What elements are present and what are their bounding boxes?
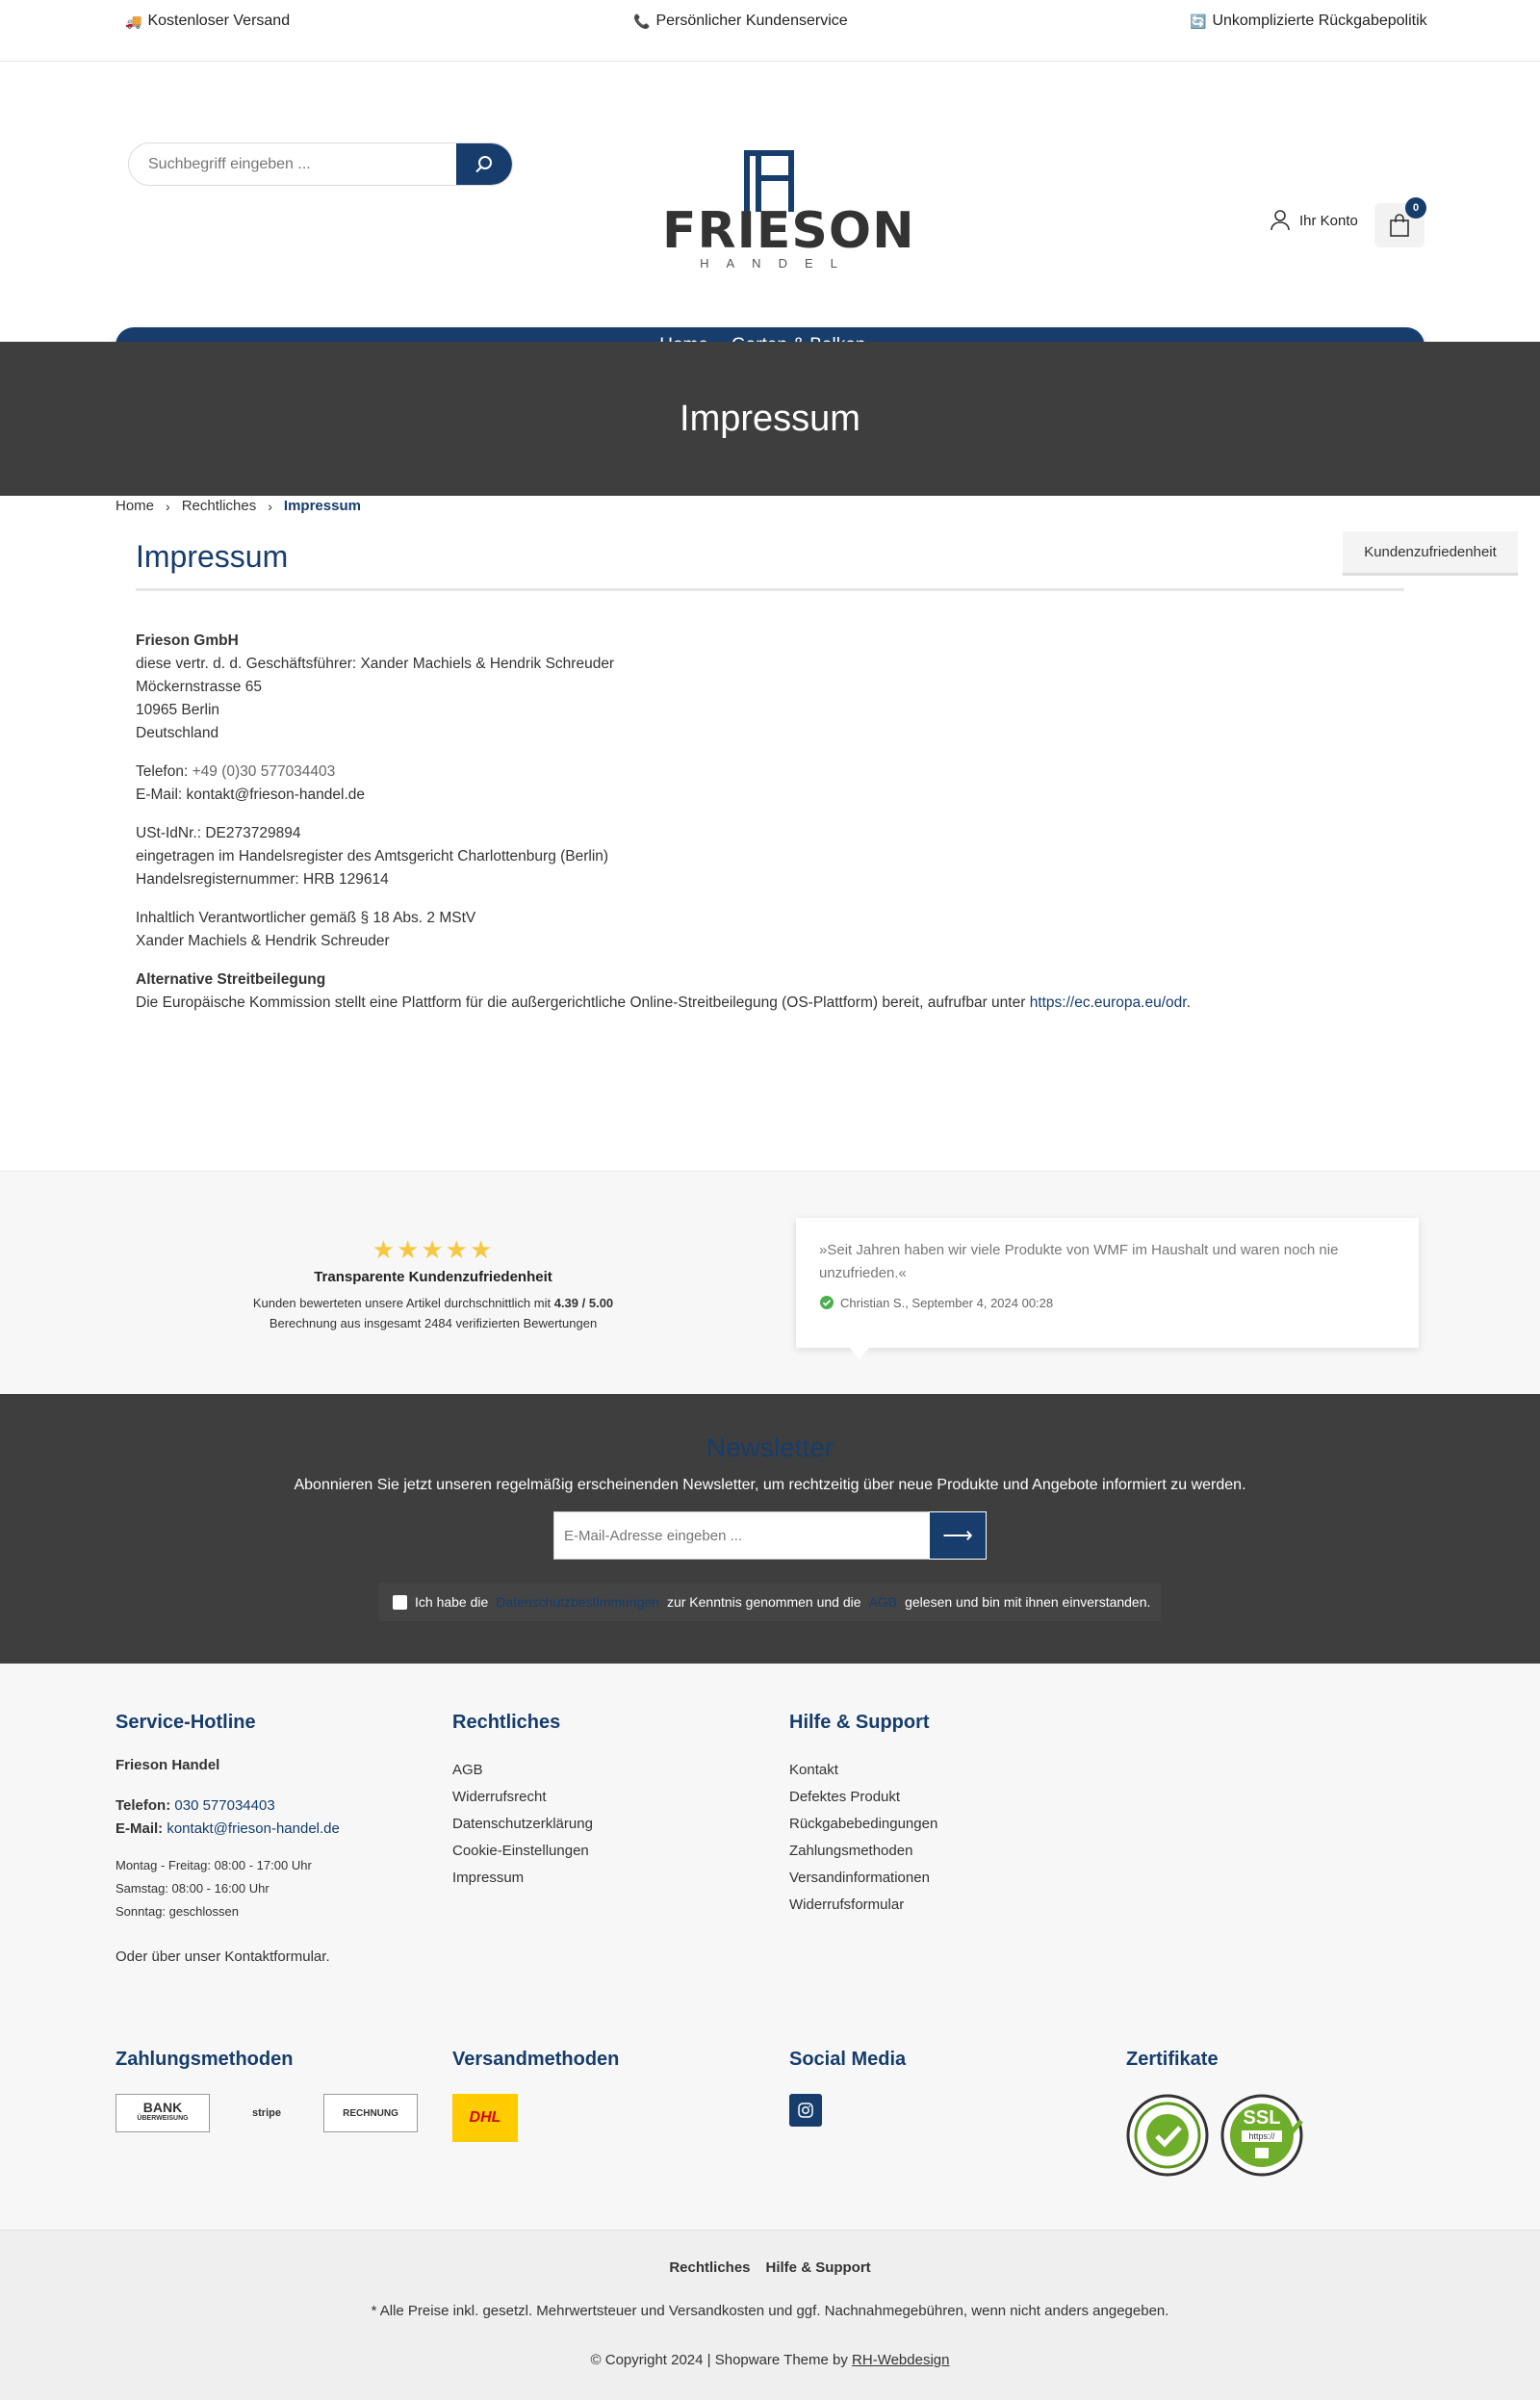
footer-hotline [116,1712,340,1965]
country: Deutschland [136,725,219,741]
hotline-title: Service-Hotline [116,1712,256,1733]
register-number: Handelsregisternummer: HRB 129614 [136,871,389,888]
logo-subline: HANDEL [700,256,855,271]
representatives: diese vertr. d. d. Geschäftsführer: Xander Machiels & Hendrik Schreuder [136,656,615,672]
usp-service [633,13,848,30]
rating-score: 4.39 / 5.00 [553,1296,614,1310]
responsible-names: Xander Machiels & Hendrik Schreuder [136,933,390,949]
ssl-sub: https:// [1242,2130,1282,2142]
newsletter-lead: Abonnieren Sie jetzt unseren regelmäßig erscheinenden Newsletter, um rechtzeitig über neue Produkte und Angebote informiert zu werden. [294,1477,1246,1493]
verified-check-icon [819,1295,834,1310]
invoice-logo [323,2094,418,2132]
help-list [789,1757,937,1919]
instagram-icon[interactable] [789,2094,822,2127]
consent-checkbox[interactable] [393,1595,407,1610]
review-quote: »Seit Jahren haben wir viele Produkte von WMF im Haushalt und waren noch nie unzufrieden.« [819,1242,1339,1281]
header [0,62,1540,341]
opening-hours [116,1854,340,1923]
footer-help [789,1712,937,1919]
certificate-badges [1126,2094,1303,2177]
top-bar [0,0,1540,62]
hotline-email-link[interactable]: kontakt@frieson-handel.de [167,1820,340,1837]
stripe-label: stripe [252,2107,281,2119]
search-button[interactable] [456,143,512,185]
verified-shop-badge-icon [1126,2094,1209,2177]
search-form [128,142,513,186]
footer-link-payment[interactable]: Zahlungsmethoden [789,1843,913,1859]
chevron-right-icon: › [268,498,272,514]
hotline-email-label: E-Mail: [116,1820,164,1837]
bank-transfer-logo [116,2094,210,2132]
city: 10965 Berlin [136,702,220,718]
dispute-end: . [1186,994,1191,1011]
footer-link-shipping[interactable]: Versandinformationen [789,1870,930,1886]
main-content [136,539,1404,1030]
footer-link-contact[interactable]: Kontakt [789,1762,838,1778]
hotline-company: Frieson Handel [116,1757,220,1773]
review-author-row [819,1295,1396,1310]
card-tail [850,1348,869,1359]
dispute-title: Alternative Streitbeilegung [136,971,326,988]
responsible-label: Inhaltlich Verantwortlicher gemäß § 18 Abs. 2 MStV [136,910,476,926]
street: Möckernstrasse 65 [136,679,262,695]
account-label: Ihr Konto [1299,212,1358,229]
rating-line2: Berechnung aus insgesamt 2484 verifizierten Bewertungen [269,1316,598,1330]
newsletter-form [553,1511,987,1560]
breadcrumb-current[interactable]: Impressum [283,498,361,514]
ssl-badge [1220,2094,1303,2177]
footer-link-withdrawal-form[interactable]: Widerrufsformular [789,1897,905,1913]
price-note: * Alle Preise inkl. gesetzl. Mehrwertsteuer und Versandkosten und ggf. Nachnahmegebühren, wenn nicht anders angegeben. [371,2303,1169,2319]
footer-link-privacy[interactable]: Datenschutzerklärung [452,1816,593,1832]
chevron-right-icon: › [166,498,170,514]
footer-social [789,2049,906,2127]
consent-pre: Ich habe die [415,1594,489,1610]
breadcrumb-home[interactable]: Home [116,498,155,514]
instagram-glyph-icon [798,2103,813,2118]
consent-post: gelesen und bin mit ihnen einverstanden. [905,1594,1151,1610]
footer-link-withdrawal[interactable]: Widerrufsrecht [452,1789,547,1805]
rating-summary [231,1235,635,1333]
footer-link-cookies[interactable]: Cookie-Einstellungen [452,1843,589,1859]
bottom-link-help[interactable]: Hilfe & Support [765,2259,871,2276]
register-court: eingetragen im Handelsregister des Amtsgericht Charlottenburg (Berlin) [136,848,609,865]
usp-returns [1190,13,1427,30]
hotline-phone-row [116,1794,340,1818]
footer-legal [452,1712,593,1892]
rating-description [231,1293,635,1333]
footer-certificates [1126,2049,1303,2177]
newsletter-consent [379,1583,1161,1621]
user-icon [1270,210,1290,231]
consent-mid: zur Kenntnis genommen und die [666,1594,861,1610]
arrow-right-icon: ⟶ [942,1523,973,1547]
usp-service-label: Persönlicher Kundenservice [655,13,848,29]
breadcrumb-legal[interactable]: Rechtliches [181,498,257,514]
privacy-link[interactable]: Datenschutzbestimmungen [496,1594,659,1610]
footer-link-agb[interactable]: AGB [452,1762,483,1778]
logo-wordmark: FRIESON [662,202,915,260]
usp-returns-label: Unkomplizierte Rückgabepolitik [1212,13,1427,29]
legal-list [452,1757,593,1892]
shipping-title: Versandmethoden [452,2049,620,2070]
hours-sunday: Sonntag: geschlossen [116,1904,239,1919]
shopping-bag-icon [1389,214,1410,237]
copyright [0,2352,1540,2368]
page-hero [0,342,1540,496]
footer-payment [116,2049,418,2132]
hotline-phone-link[interactable]: 030 577034403 [174,1797,275,1814]
social-title: Social Media [789,2049,907,2070]
footer-link-returns[interactable]: Rückgabebedingungen [789,1816,938,1832]
account-link[interactable] [1270,210,1358,231]
bank-sub: ÜBERWEISUNG [137,2115,189,2122]
vat-id: USt-IdNr.: DE273729894 [136,825,301,841]
search-icon [475,155,494,174]
star-rating-icon: ★★★★★ [372,1235,495,1264]
rating-widget-tab[interactable]: Kundenzufriedenheit [1343,531,1518,576]
usp-shipping [125,13,290,30]
footer [0,1664,1540,2230]
newsletter-submit-button[interactable] [929,1511,987,1560]
page-title: Impressum [136,539,1404,591]
payment-logos [116,2094,418,2132]
newsletter-section [0,1394,1540,1664]
rating-title: Transparente Kundenzufriedenheit [314,1269,552,1285]
phone-icon: 📞 [633,13,651,29]
hours-weekday: Montag - Freitag: 08:00 - 17:00 Uhr [116,1858,312,1872]
hours-saturday: Samstag: 08:00 - 16:00 Uhr [116,1881,270,1896]
hotline-email-row [116,1818,340,1841]
contact-form-link[interactable]: Oder über unser Kontaktformular. [116,1948,330,1965]
review-author: Christian S., September 4, 2024 00:28 [840,1295,1054,1310]
footer-link-defective[interactable]: Defektes Produkt [789,1789,901,1805]
bank-label: BANK [142,2100,183,2115]
footer-link-impressum[interactable]: Impressum [452,1870,525,1886]
return-icon: 🔄 [1190,13,1207,29]
email-line: E-Mail: kontakt@frieson-handel.de [136,787,366,803]
search-input[interactable] [129,143,456,185]
agb-link[interactable]: AGB [868,1594,898,1610]
cart-count-badge: 0 [1405,197,1426,219]
dhl-logo: DHL [452,2094,518,2142]
bottom-links [0,2259,1540,2276]
reviews-section [0,1171,1540,1394]
legal-title: Rechtliches [452,1712,561,1733]
footer-bottom [0,2230,1540,2400]
phone-label: Telefon: [136,763,189,780]
odr-link[interactable]: https://ec.europa.eu/odr [1029,994,1187,1011]
review-card [796,1218,1419,1348]
dispute-text: Die Europäische Kommission stellt eine Plattform für die außergerichtliche Online-Streitbeilegung (OS-Plattform) bereit, aufrufbar unter [136,994,1026,1011]
phone-link[interactable]: +49 (0)30 577034403 [192,763,336,780]
hotline-phone-label: Telefon: [116,1797,171,1814]
truck-icon: 🚚 [125,13,142,29]
hero-title: Impressum [680,398,860,439]
newsletter-title: Newsletter [706,1432,834,1462]
footer-shipping [452,2049,619,2142]
newsletter-email-input[interactable] [553,1511,929,1560]
copyright-link-label: RH-Webdesign [852,2352,950,2368]
copyright-text: © Copyright 2024 | Shopware Theme by [590,2352,848,2368]
copyright-link[interactable] [852,2352,949,2368]
payment-title: Zahlungsmethoden [116,2049,294,2070]
cart-button[interactable] [1374,203,1424,247]
usp-shipping-label: Kostenloser Versand [147,13,291,29]
bottom-link-legal[interactable]: Rechtliches [669,2259,751,2276]
company-name: Frieson GmbH [136,632,239,649]
impressum-text [136,630,1404,1015]
certificates-title: Zertifikate [1126,2049,1219,2070]
rating-line1: Kunden bewerteten unsere Artikel durchschnittlich mit [252,1296,552,1310]
ssl-label: SSL [1243,2107,1281,2129]
invoice-label: RECHNUNG [343,2107,398,2119]
help-title: Hilfe & Support [789,1712,930,1733]
logo[interactable] [662,150,915,271]
stripe-logo [219,2094,314,2132]
breadcrumb [116,498,361,514]
